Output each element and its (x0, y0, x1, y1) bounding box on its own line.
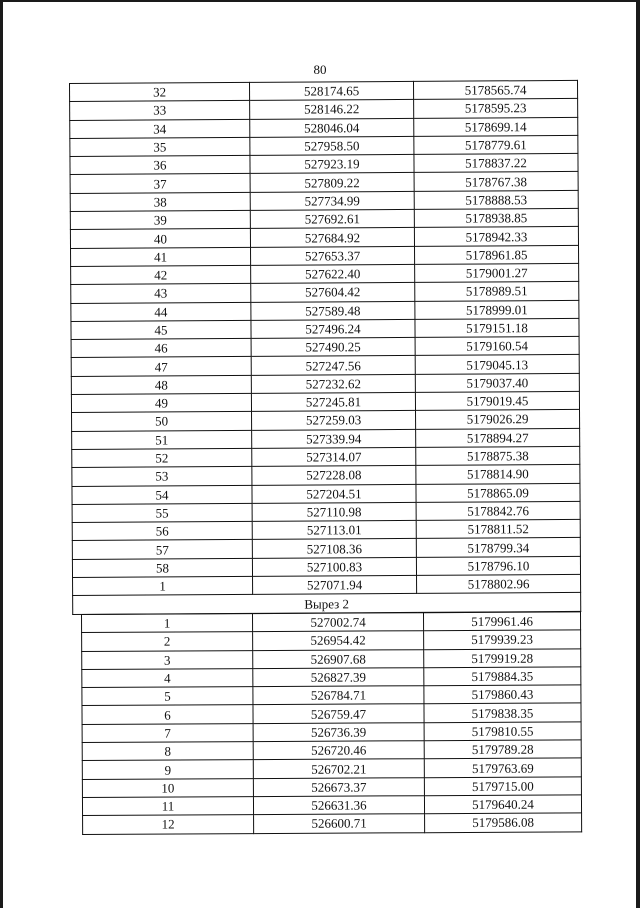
x-coordinate-cell: 527622.40 (251, 264, 415, 283)
point-number-cell: 2 (82, 632, 253, 651)
point-number-cell: 4 (82, 668, 253, 687)
x-coordinate-cell: 527245.81 (251, 392, 415, 411)
y-coordinate-cell: 5179789.28 (424, 740, 581, 759)
y-coordinate-cell: 5178799.34 (416, 538, 580, 557)
y-coordinate-cell: 5178894.27 (416, 428, 580, 447)
x-coordinate-cell: 528146.22 (250, 100, 414, 119)
table-row (82, 685, 581, 706)
point-number-cell: 56 (72, 522, 252, 541)
x-coordinate-cell: 527108.36 (252, 539, 416, 558)
x-coordinate-cell: 527653.37 (251, 246, 415, 265)
point-number-cell: 44 (71, 302, 251, 321)
x-coordinate-cell: 526702.21 (253, 759, 424, 778)
x-coordinate-cell: 527204.51 (252, 484, 416, 503)
y-coordinate-cell: 5179586.08 (425, 813, 582, 832)
y-coordinate-cell: 5179026.29 (416, 410, 580, 429)
y-coordinate-cell: 5179939.23 (424, 630, 581, 649)
x-coordinate-cell: 526736.39 (253, 722, 424, 741)
x-coordinate-cell: 526600.71 (254, 814, 425, 833)
x-coordinate-cell: 527496.24 (251, 319, 415, 338)
y-coordinate-cell: 5179763.69 (424, 758, 581, 777)
x-coordinate-cell: 527110.98 (252, 502, 416, 521)
coordinates-table-1 (69, 80, 581, 615)
x-coordinate-cell: 526827.39 (253, 668, 424, 687)
y-coordinate-cell: 5178999.01 (415, 300, 579, 319)
point-number-cell: 47 (71, 357, 251, 376)
x-coordinate-cell: 527247.56 (251, 356, 415, 375)
table-row (82, 612, 581, 633)
table-row (82, 648, 581, 669)
x-coordinate-cell: 527071.94 (253, 575, 417, 594)
x-coordinate-cell: 527684.92 (250, 228, 414, 247)
x-coordinate-cell: 528174.65 (249, 81, 413, 100)
x-coordinate-cell: 527113.01 (252, 521, 416, 540)
x-coordinate-cell: 527100.83 (252, 557, 416, 576)
y-coordinate-cell: 5178814.90 (416, 465, 580, 484)
table-row (83, 813, 582, 834)
point-number-cell: 55 (72, 503, 252, 522)
y-coordinate-cell: 5179019.45 (415, 391, 579, 410)
point-number-cell: 49 (71, 393, 251, 412)
point-number-cell: 51 (72, 430, 252, 449)
y-coordinate-cell: 5178779.61 (414, 135, 578, 154)
y-coordinate-cell: 5179919.28 (424, 648, 581, 667)
point-number-cell: 7 (82, 723, 253, 742)
y-coordinate-cell: 5178865.09 (416, 483, 580, 502)
point-number-cell: 48 (71, 375, 251, 394)
y-coordinate-cell: 5178802.96 (417, 574, 581, 593)
y-coordinate-cell: 5179810.55 (424, 722, 581, 741)
y-coordinate-cell: 5178961.85 (415, 245, 579, 264)
y-coordinate-cell: 5178699.14 (414, 117, 578, 136)
x-coordinate-cell: 528046.04 (250, 118, 414, 137)
point-number-cell: 3 (82, 650, 253, 669)
point-number-cell: 57 (72, 540, 252, 559)
x-coordinate-cell: 527314.07 (252, 447, 416, 466)
x-coordinate-cell: 527002.74 (253, 613, 424, 632)
x-coordinate-cell: 527734.99 (250, 191, 414, 210)
point-number-cell: 53 (72, 467, 252, 486)
table-row (82, 740, 581, 761)
table-row (82, 630, 581, 651)
point-number-cell: 32 (70, 82, 250, 101)
point-number-cell: 1 (73, 576, 253, 595)
y-coordinate-cell: 5178888.53 (414, 190, 578, 209)
point-number-cell: 37 (70, 174, 250, 193)
x-coordinate-cell: 526759.47 (253, 704, 424, 723)
point-number-cell: 8 (82, 742, 253, 761)
x-coordinate-cell: 526720.46 (253, 741, 424, 760)
y-coordinate-cell: 5179640.24 (424, 795, 581, 814)
x-coordinate-cell: 527692.61 (250, 209, 414, 228)
point-number-cell: 40 (70, 229, 250, 248)
y-coordinate-cell: 5179037.40 (415, 373, 579, 392)
point-number-cell: 50 (72, 412, 252, 431)
table-row (82, 758, 581, 779)
x-coordinate-cell: 527259.03 (252, 411, 416, 430)
point-number-cell: 54 (72, 485, 252, 504)
point-number-cell: 46 (71, 339, 251, 358)
table-row (82, 667, 581, 688)
point-number-cell: 39 (70, 210, 250, 229)
y-coordinate-cell: 5178842.76 (416, 501, 580, 520)
point-number-cell: 33 (70, 101, 250, 120)
scan-edge-right (636, 0, 640, 908)
point-number-cell: 10 (82, 778, 253, 797)
y-coordinate-cell: 5179884.35 (424, 667, 581, 686)
point-number-cell: 12 (83, 815, 254, 834)
y-coordinate-cell: 5178796.10 (416, 556, 580, 575)
y-coordinate-cell: 5179151.18 (415, 318, 579, 337)
x-coordinate-cell: 527958.50 (250, 136, 414, 155)
point-number-cell: 11 (82, 797, 253, 816)
point-number-cell: 38 (70, 192, 250, 211)
scan-edge-left (0, 0, 3, 908)
x-coordinate-cell: 527490.25 (251, 338, 415, 357)
point-number-cell: 58 (72, 558, 252, 577)
y-coordinate-cell: 5178875.38 (416, 446, 580, 465)
y-coordinate-cell: 5178811.52 (416, 520, 580, 539)
table-row (82, 795, 581, 816)
x-coordinate-cell: 527228.08 (252, 466, 416, 485)
y-coordinate-cell: 5178938.85 (414, 208, 578, 227)
x-coordinate-cell: 526673.37 (253, 777, 424, 796)
point-number-cell: 45 (71, 320, 251, 339)
point-number-cell: 5 (82, 687, 253, 706)
y-coordinate-cell: 5178767.38 (414, 172, 578, 191)
point-number-cell: 34 (70, 119, 250, 138)
y-coordinate-cell: 5179001.27 (415, 263, 579, 282)
point-number-cell: 42 (71, 265, 251, 284)
point-number-cell: 52 (72, 448, 252, 467)
x-coordinate-cell: 526954.42 (253, 631, 424, 650)
coordinates-table-2 (81, 611, 582, 834)
point-number-cell: 9 (82, 760, 253, 779)
point-number-cell: 43 (71, 284, 251, 303)
x-coordinate-cell: 526907.68 (253, 649, 424, 668)
point-number-cell: 35 (70, 137, 250, 156)
x-coordinate-cell: 526784.71 (253, 686, 424, 705)
y-coordinate-cell: 5178595.23 (414, 99, 578, 118)
point-number-cell: 36 (70, 156, 250, 175)
x-coordinate-cell: 527339.94 (252, 429, 416, 448)
section-caption: Вырез 2 (73, 593, 581, 615)
x-coordinate-cell: 527809.22 (250, 173, 414, 192)
page-number: 80 (313, 62, 327, 77)
y-coordinate-cell: 5178837.22 (414, 154, 578, 173)
y-coordinate-cell: 5179160.54 (415, 337, 579, 356)
point-number-cell: 1 (82, 614, 253, 633)
y-coordinate-cell: 5179961.46 (423, 612, 580, 631)
x-coordinate-cell: 527589.48 (251, 301, 415, 320)
y-coordinate-cell: 5179715.00 (424, 777, 581, 796)
table-row (82, 777, 581, 798)
table-row (82, 722, 581, 743)
point-number-cell: 6 (82, 705, 253, 724)
y-coordinate-cell: 5179045.13 (415, 355, 579, 374)
y-coordinate-cell: 5179860.43 (424, 685, 581, 704)
x-coordinate-cell: 526631.36 (253, 796, 424, 815)
x-coordinate-cell: 527604.42 (251, 283, 415, 302)
y-coordinate-cell: 5178565.74 (413, 80, 577, 99)
scan-edge-top (0, 0, 640, 2)
point-number-cell: 41 (71, 247, 251, 266)
x-coordinate-cell: 527232.62 (251, 374, 415, 393)
y-coordinate-cell: 5178989.51 (415, 282, 579, 301)
table-row (82, 703, 581, 724)
y-coordinate-cell: 5179838.35 (424, 703, 581, 722)
y-coordinate-cell: 5178942.33 (414, 227, 578, 246)
x-coordinate-cell: 527923.19 (250, 155, 414, 174)
